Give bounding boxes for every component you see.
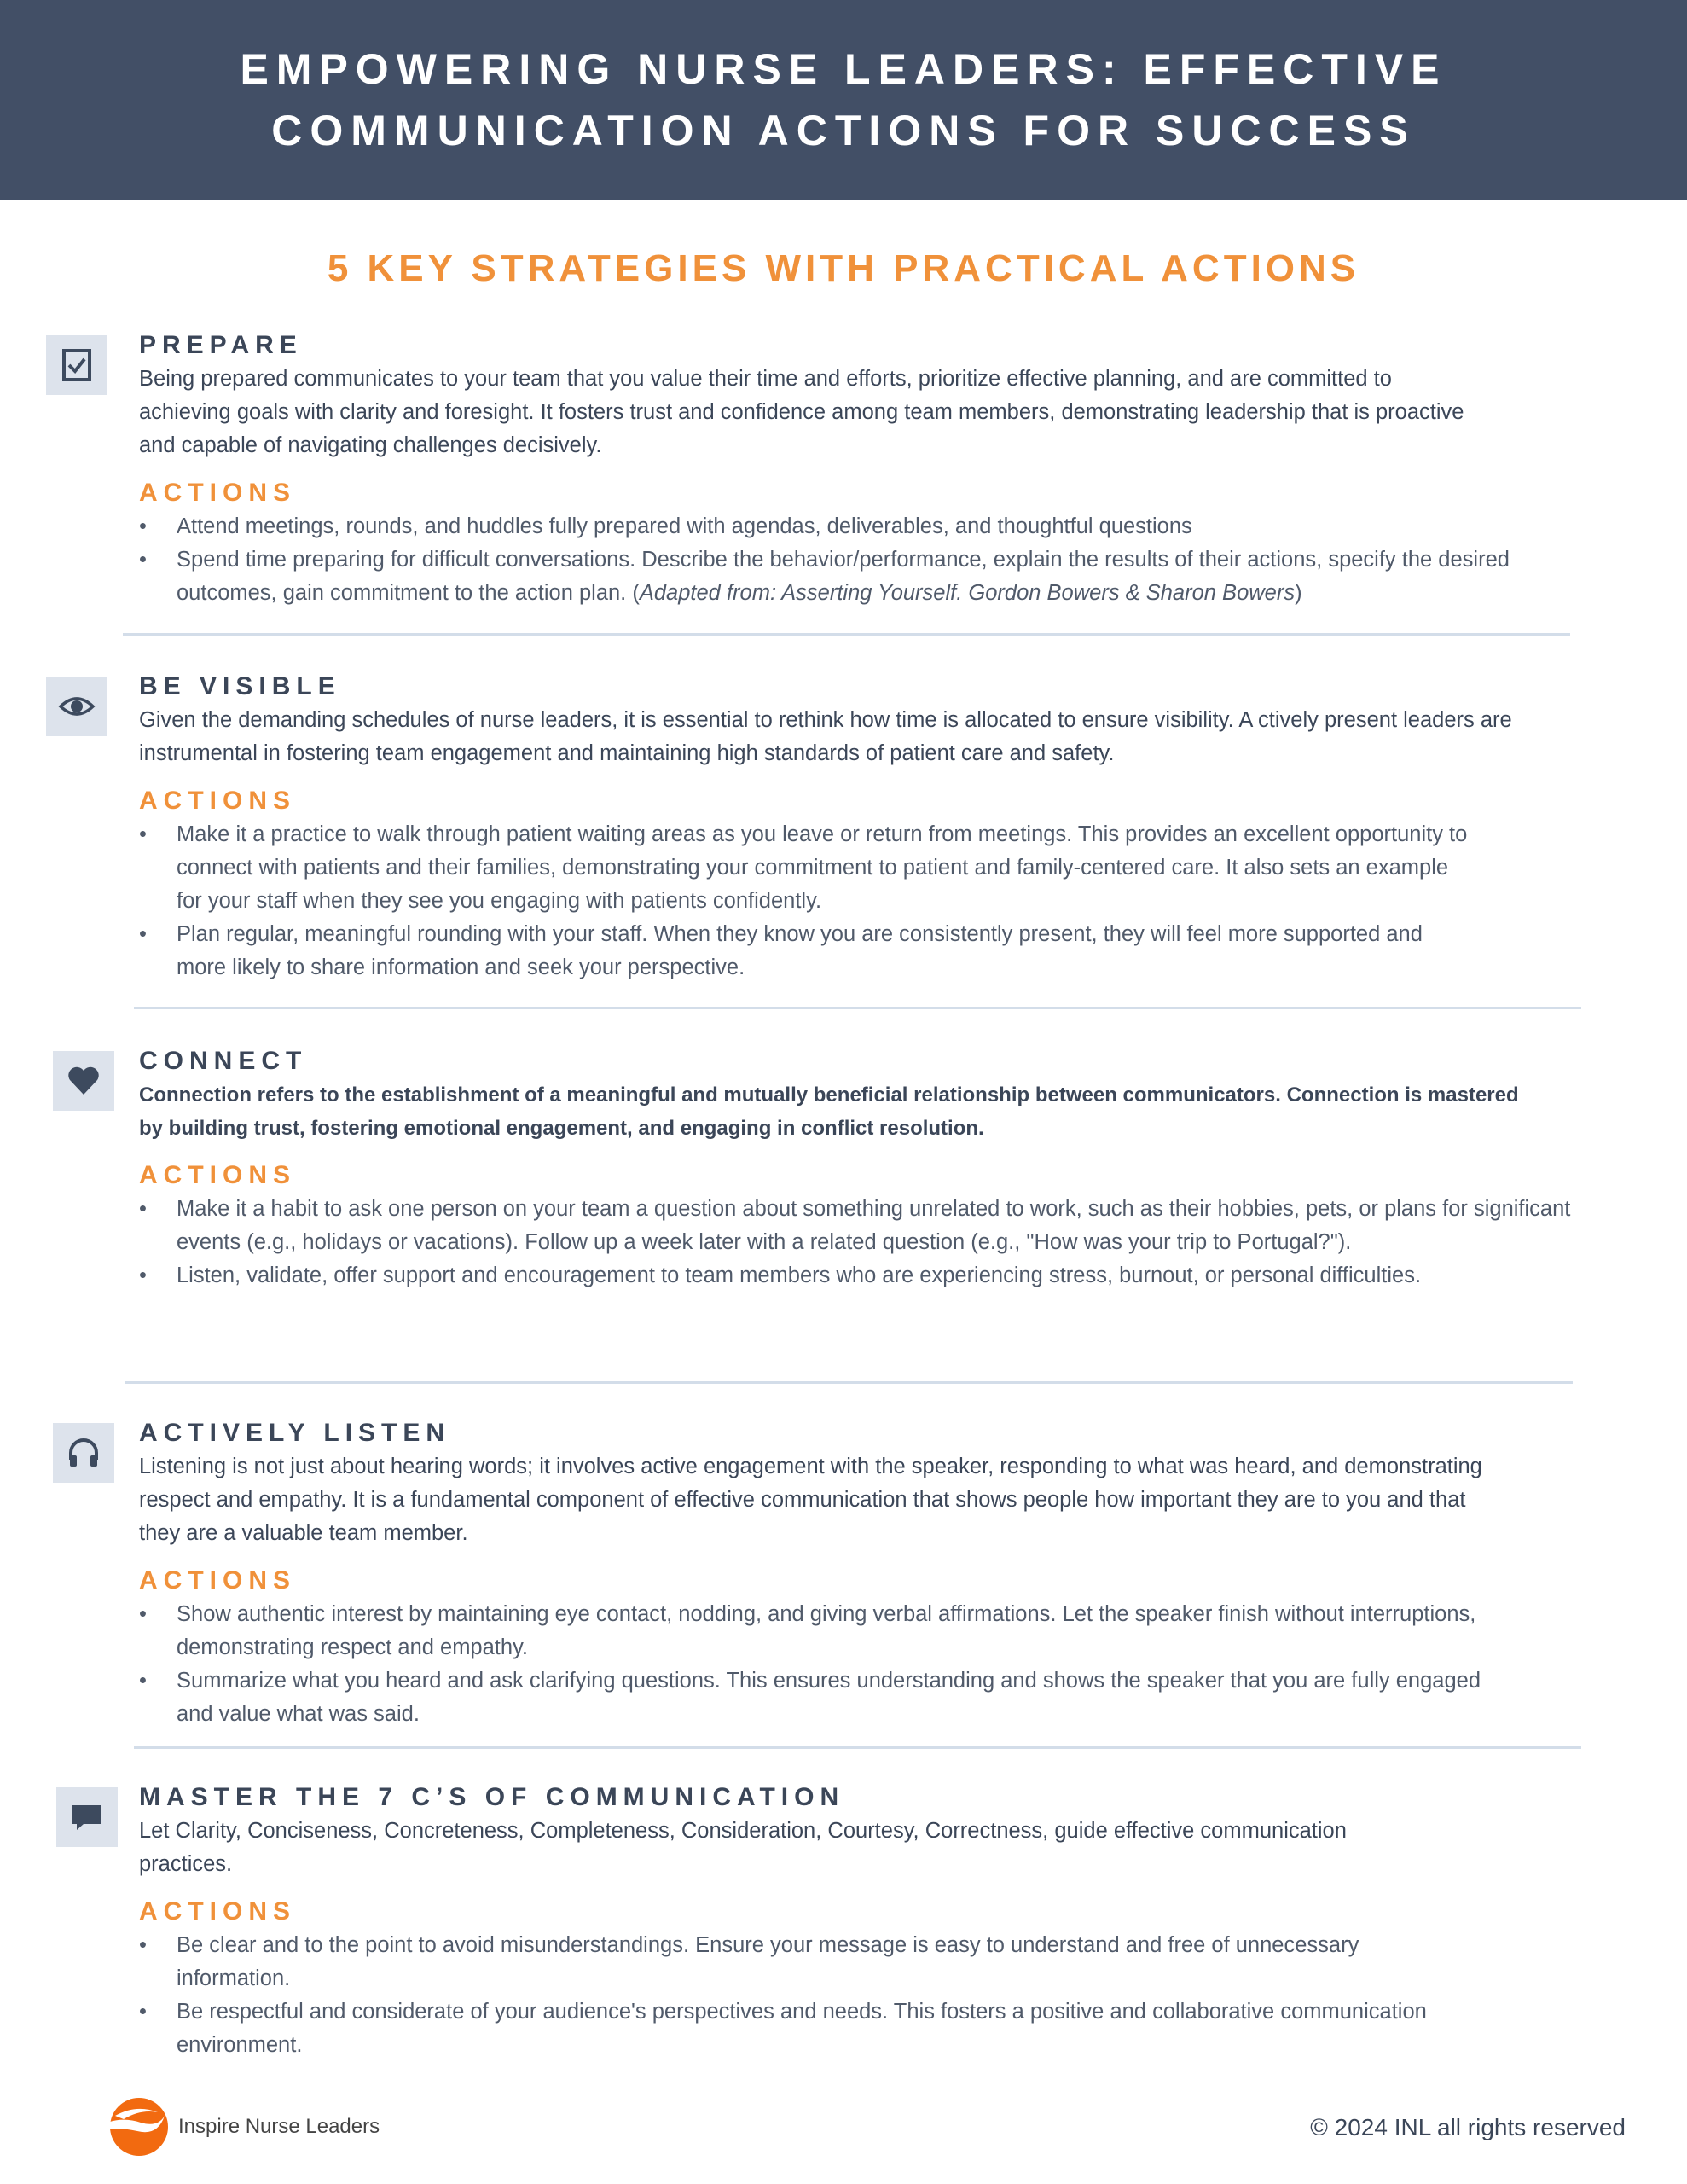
checkbox-icon	[46, 335, 107, 395]
actions-label: ACTIONS	[139, 787, 296, 815]
page-header	[0, 0, 1687, 200]
headphones-icon	[53, 1423, 114, 1483]
page-subtitle: 5 KEY STRATEGIES WITH PRACTICAL ACTIONS	[327, 247, 1360, 289]
citation: Adapted from: Asserting Yourself. Gordon Bowers & Sharon Bowers	[639, 581, 1296, 605]
action-item: • Be respectful and considerate of your audience's perspectives and needs. This fosters a positive and collaborative communication environment.	[139, 1995, 1452, 2062]
section-body: Listening is not just about hearing words; it involves active engagement with the speaker, responding to what was heard, and demonstrating respect and empathy. It is a fundamental component of effective communication that shows people how important they are to you and that they are a valuable team member.	[139, 1455, 1482, 1545]
section-title: ACTIVELY LISTEN	[139, 1419, 451, 1447]
actions-list	[139, 1193, 1615, 1292]
action-text: Spend time preparing for difficult conversations. Describe the behavior/performance, explain the results of their actions, specify the desired outcomes, gain commitment to the action plan. (	[177, 548, 1510, 605]
actions-label: ACTIONS	[139, 479, 296, 507]
action-item: • Listen, validate, offer support and encouragement to team members who are experiencing stress, burnout, or personal difficulties.	[139, 1259, 1615, 1292]
section-body: Being prepared communicates to your team that you value their time and efforts, prioritize effective planning, and are committed to achieving goals with clarity and foresight. It fosters trust and confidence among team members, demonstrating leadership that is proactive and capable of navigating challenges decisively.	[139, 367, 1464, 457]
actions-list	[139, 818, 1470, 985]
action-text-end: )	[1295, 581, 1302, 605]
inspire-nurse-leaders-logo	[90, 2097, 380, 2157]
section-title: CONNECT	[139, 1047, 308, 1075]
speech-bubble-icon	[56, 1787, 118, 1847]
logo-icon	[90, 2097, 171, 2157]
divider	[123, 633, 1570, 636]
actions-label: ACTIONS	[139, 1161, 296, 1189]
actions-list	[139, 1598, 1495, 1731]
action-item: • Attend meetings, rounds, and huddles fully prepared with agendas, deliverables, and thoughtful questions	[139, 510, 1615, 543]
page-title-line1: EMPOWERING NURSE LEADERS: EFFECTIVE	[240, 45, 1447, 93]
actions-list	[139, 1929, 1452, 2062]
action-item: • Be clear and to the point to avoid misunderstandings. Ensure your message is easy to understand and free of unnecessary information.	[139, 1929, 1452, 1995]
divider	[134, 1746, 1581, 1749]
heart-icon	[53, 1051, 114, 1111]
divider	[125, 1381, 1573, 1384]
action-item: • Make it a habit to ask one person on your team a question about something unrelated to work, such as their hobbies, pets, or plans for significant events (e.g., holidays or vacations). Follow up a week later with a related question (e.g., "How was your trip to Portugal?").	[139, 1193, 1615, 1259]
section-body: Let Clarity, Conciseness, Concreteness, Completeness, Consideration, Courtesy, Correctness, guide effective communication practices.	[139, 1819, 1347, 1876]
section-title: PREPARE	[139, 331, 303, 359]
divider	[134, 1007, 1581, 1009]
actions-list	[139, 510, 1615, 610]
eye-icon	[46, 677, 107, 736]
section-body: Given the demanding schedules of nurse leaders, it is essential to rethink how time is allocated to ensure visibility. A ctively present leaders are instrumental in fostering team engagement and maintaining high standards of patient care and safety.	[139, 708, 1512, 765]
action-item: • Show authentic interest by maintaining eye contact, nodding, and giving verbal affirmations. Let the speaker finish without interruptions, demonstrating respect and empathy.	[139, 1598, 1495, 1664]
action-item: • Plan regular, meaningful rounding with your staff. When they know you are consistently present, they will feel more supported and more likely to share information and seek your perspective.	[139, 918, 1470, 985]
page-title-line2: COMMUNICATION ACTIONS FOR SUCCESS	[271, 107, 1416, 154]
action-item	[139, 543, 1615, 610]
actions-label: ACTIONS	[139, 1566, 296, 1594]
copyright: © 2024 INL all rights reserved	[1310, 2114, 1626, 2140]
actions-label: ACTIONS	[139, 1897, 296, 1926]
logo-text: Inspire Nurse Leaders	[178, 2115, 380, 2138]
action-item: • Make it a practice to walk through patient waiting areas as you leave or return from meetings. This provides an excellent opportunity to connect with patients and their families, demonstrating your commitment to patient and family-centered care. It also sets an example for your staff when they see you engaging with patients confidently.	[139, 818, 1470, 918]
action-item: • Summarize what you heard and ask clarifying questions. This ensures understanding and shows the speaker that you are fully engaged and value what was said.	[139, 1664, 1495, 1731]
section-title: BE VISIBLE	[139, 672, 341, 700]
section-body: Connection refers to the establishment of a meaningful and mutually beneficial relationship between communicators. Connection is mastered by building trust, fostering emotional engagement, and engaging in conflict resolution.	[139, 1083, 1519, 1140]
section-title: MASTER THE 7 C’S OF COMMUNICATION	[139, 1783, 845, 1811]
